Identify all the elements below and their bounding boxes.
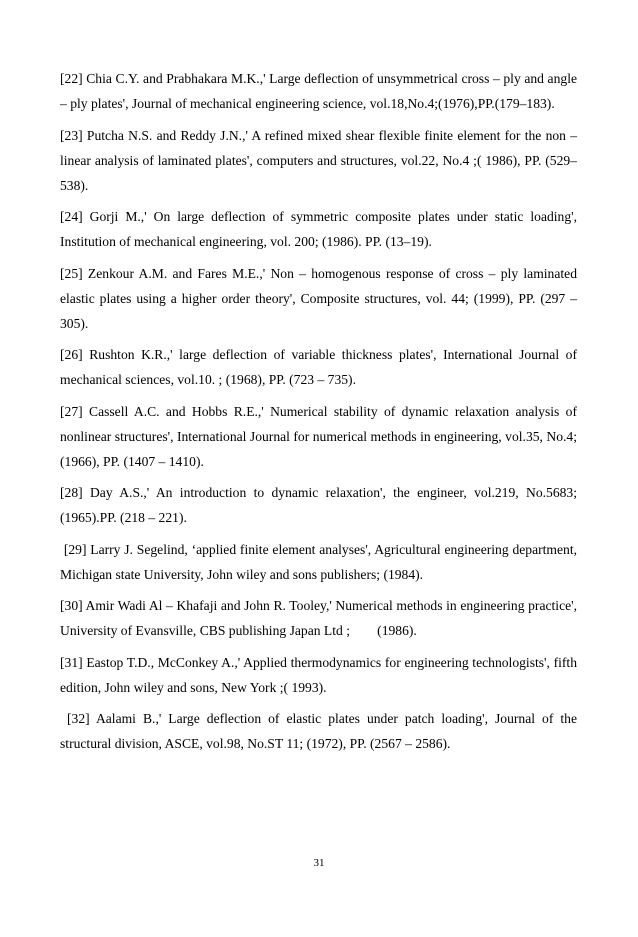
reference-28: [28] Day A.S.,' An introduction to dynamic relaxation', the engineer, vol.219, No.5683; (1965).PP. (218 – 221).: [60, 485, 577, 525]
reference-29: [29] Larry J. Segelind, ‘applied finite element analyses', Agricultural engineering department, Michigan state University, John wiley and sons publishers; (1984).: [60, 541, 581, 582]
reference-25: [25] Zenkour A.M. and Fares M.E.,' Non – homogenous response of cross – ply laminated elastic plates using a higher order theory', Composite structures, vol. 44; (1999), PP. (297 – 305).: [60, 265, 577, 331]
reference-30: [30] Amir Wadi Al – Khafaji and John R. Tooley,' Numerical methods in engineering practice', University of Evansville, CBS publishing Japan Ltd ; (1986).: [60, 598, 581, 638]
reference-list: [60, 66, 581, 763]
reference-22: [22] Chia C.Y. and Prabhakara M.K.,' Large deflection of unsymmetrical cross – ply and angle – ply plates', Journal of mechanical engineering science, vol.18,No.4;(1976),PP.(179–183).: [60, 71, 577, 111]
reference-31: [31] Eastop T.D., McConkey A.,' Applied thermodynamics for engineering technologists', fifth edition, John wiley and sons, New York ;( 1993).: [60, 654, 577, 695]
reference-24: [24] Gorji M.,' On large deflection of symmetric composite plates under static loading', Institution of mechanical engineering, vol. 200; (1986). PP. (13–19).: [60, 209, 577, 249]
reference-32: [32] Aalami B.,' Large deflection of elastic plates under patch loading', Journal of the structural division, ASCE, vol.98, No.ST 11; (1972), PP. (2567 – 2586).: [60, 711, 581, 751]
page-number: 31: [313, 857, 325, 869]
reference-27: [27] Cassell A.C. and Hobbs R.E.,' Numerical stability of dynamic relaxation analysis of nonlinear structures', International Journal for numerical methods in engineering, vol.35, No.4; (1966), PP. (1407 – 1410).: [60, 403, 577, 469]
reference-26: [26] Rushton K.R.,' large deflection of variable thickness plates', International Journal of mechanical sciences, vol.10. ; (1968), PP. (723 – 735).: [60, 347, 577, 387]
reference-23: [23] Putcha N.S. and Reddy J.N.,' A refined mixed shear flexible finite element for the non – linear analysis of laminated plates', computers and structures, vol.22, No.4 ;( 1986), PP. (529–538).: [60, 127, 577, 193]
